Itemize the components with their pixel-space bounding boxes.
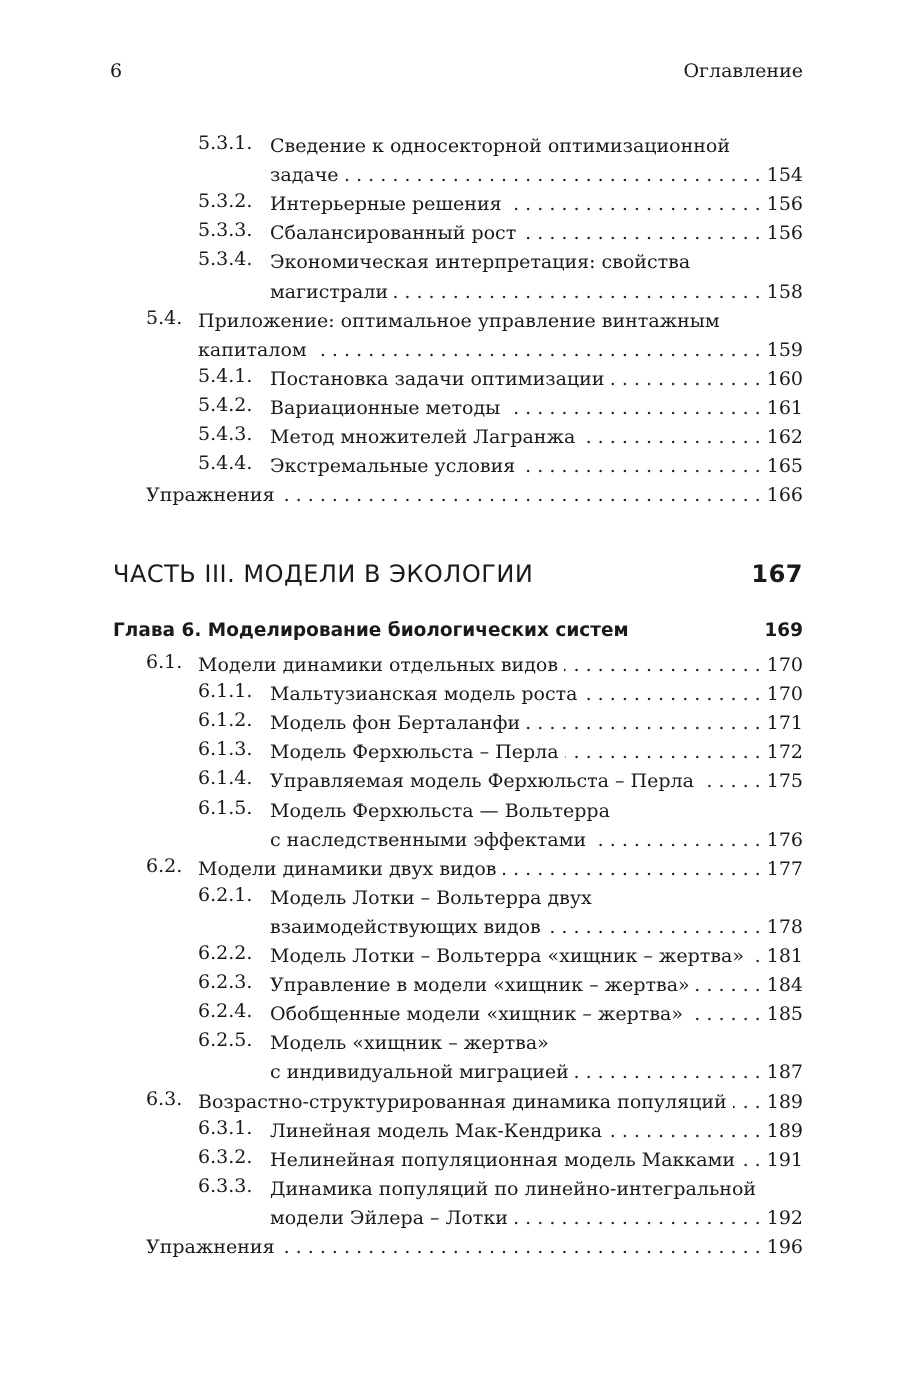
dot-leader — [313, 336, 761, 365]
toc-entry-title: Экстремальные условия — [270, 455, 516, 478]
toc-entry-title: Модели динамики двух видов — [198, 857, 497, 880]
toc-entry-number: 6.1.4. — [198, 767, 253, 790]
toc-entry-title: Модель фон Берталанфи — [270, 712, 521, 735]
toc-entry-line — [270, 248, 803, 277]
toc-entry-page: 156 — [766, 222, 803, 245]
dot-leader — [696, 971, 761, 1000]
toc-entry-line — [270, 365, 803, 394]
toc-entry-page: 159 — [766, 338, 803, 361]
dot-leader — [281, 481, 761, 510]
dot-leader — [506, 394, 760, 423]
toc-entry-line — [270, 913, 803, 942]
toc-entry-number: 5.3.4. — [198, 248, 253, 271]
toc-entry-line — [198, 855, 803, 884]
toc-entry-title: Упражнения — [146, 484, 275, 507]
toc-entry-line — [270, 1146, 803, 1175]
toc-entry-number: 6.1.3. — [198, 738, 253, 761]
toc-entry-title: Модель «хищник – жертва» — [270, 1032, 549, 1055]
toc-entry-number: 6.3.1. — [198, 1116, 253, 1139]
dot-leader — [733, 1088, 761, 1117]
toc-entry-number: 6.2.2. — [198, 942, 253, 964]
toc-entry-page: 165 — [766, 455, 803, 478]
toc-entry-line — [270, 452, 803, 481]
toc-entry-line — [270, 1000, 803, 1029]
toc-entry-title: Нелинейная популяционная модель Макками — [270, 1148, 736, 1171]
toc-entry-page: 172 — [766, 741, 803, 764]
toc-entry-title: Экономическая интерпретация: свойства — [270, 251, 691, 274]
toc-entry-number: 6.2.1. — [198, 883, 253, 906]
dot-leader — [592, 826, 761, 855]
toc-entry-title: Сбалансированный рост — [270, 222, 517, 245]
toc-entry-page: 162 — [766, 426, 803, 448]
toc-entry-line — [270, 826, 803, 855]
toc-entry-title: Модель Лотки – Вольтерра «хищник – жертва» — [270, 945, 744, 967]
toc-entry-page: 185 — [766, 1003, 803, 1026]
dot-leader — [575, 1058, 761, 1087]
toc-entry-page: 181 — [766, 945, 803, 967]
toc-entry-page: 178 — [766, 915, 803, 938]
toc-entry-line — [270, 1204, 803, 1233]
toc-entry-line — [270, 738, 803, 767]
toc-entry-number: 6.1.1. — [198, 680, 253, 703]
toc-entry-number: 6.1.2. — [198, 709, 253, 732]
dot-leader — [508, 190, 761, 219]
toc-entry-title: взаимодействующих видов — [270, 915, 541, 938]
dot-leader — [700, 767, 761, 796]
toc-entry-title: Метод множителей Лагранжа — [270, 426, 576, 448]
toc-entry-title: Возрастно-структурированная динамика популяций — [198, 1090, 727, 1113]
toc-entry-line — [270, 219, 803, 248]
toc-entry-title: Модели динамики отдельных видов — [198, 654, 559, 676]
dot-leader — [522, 219, 761, 248]
toc-entry-page: 189 — [766, 1119, 803, 1142]
toc-entry-number: 5.3.2. — [198, 190, 253, 213]
toc-entry-page: 160 — [766, 367, 803, 390]
running-title: Оглавление — [683, 60, 803, 82]
toc-entry-title: Управляемая модель Ферхюльста – Перла — [270, 770, 694, 793]
toc-entry-page: 154 — [766, 164, 803, 187]
toc-entry-title: Вариационные методы — [270, 396, 501, 419]
toc-entry-page: 156 — [766, 193, 803, 216]
toc-entry-title: Управление в модели «хищник – жертва» — [270, 974, 690, 997]
toc-entry-title: с индивидуальной миграцией — [270, 1061, 569, 1084]
toc-entry-page: 175 — [766, 770, 803, 793]
dot-leader — [583, 680, 760, 709]
dot-leader — [503, 855, 761, 884]
chapter-title: Глава 6. Моделирование биологических систем — [113, 620, 629, 641]
toc-entry-title: Упражнения — [146, 1236, 275, 1258]
chapter-heading[interactable] — [113, 620, 803, 650]
part-heading[interactable] — [113, 560, 803, 600]
dot-leader — [521, 452, 760, 481]
part-page: 167 — [751, 560, 803, 588]
toc-entry-page: 161 — [766, 396, 803, 419]
toc-entry-line — [270, 161, 803, 190]
toc-entry-page: 177 — [766, 857, 803, 880]
toc-entry-line — [270, 971, 803, 1000]
toc-entry-page: 171 — [766, 712, 803, 735]
toc-entry-line — [270, 278, 803, 307]
dot-leader — [514, 1204, 761, 1233]
toc-entry-line — [270, 942, 803, 971]
chapter-page: 169 — [764, 620, 803, 641]
toc-entry-line — [270, 767, 803, 796]
toc-entry-number: 5.4.4. — [198, 452, 253, 475]
toc-entry-line — [270, 423, 803, 452]
dot-leader — [547, 913, 761, 942]
toc-entry-line — [270, 190, 803, 219]
toc-entry-page: 184 — [766, 974, 803, 997]
dot-leader — [394, 278, 761, 307]
dot-leader — [564, 651, 761, 680]
toc-entry-number: 5.3.1. — [198, 132, 253, 154]
toc-entry-number: 5.4.1. — [198, 364, 253, 387]
toc-entry-line — [270, 1029, 803, 1058]
toc-entry-number: 5.4.2. — [198, 393, 253, 416]
toc-entry-line — [270, 1058, 803, 1087]
toc-entry-line — [270, 884, 803, 913]
toc-entry-page: 176 — [766, 828, 803, 851]
toc-entry-title: магистрали — [270, 280, 389, 303]
toc-entry-title: Мальтузианская модель роста — [270, 683, 578, 706]
toc-entry-number: 6.3.3. — [198, 1174, 253, 1197]
toc-entry-number: 6.3. — [146, 1087, 183, 1110]
toc-entry-title: Модель Ферхюльста — Вольтерра — [270, 799, 610, 822]
dot-leader — [565, 738, 761, 767]
toc-entry-number: 6.2.5. — [198, 1029, 253, 1052]
toc-entry-page: 158 — [766, 280, 803, 303]
toc-entry-number: 6.1. — [146, 651, 183, 673]
toc-entry-title: Приложение: оптимальное управление винтажным — [198, 309, 720, 332]
dot-leader — [689, 1000, 761, 1029]
toc-entry-number: 5.4.3. — [198, 423, 253, 445]
dot-leader — [581, 423, 760, 452]
toc-entry-line — [198, 1088, 803, 1117]
toc-entry-line — [270, 797, 803, 826]
toc-entry-line — [270, 132, 803, 161]
page-number: 6 — [110, 60, 123, 82]
toc-entry-page: 170 — [766, 654, 803, 676]
toc-entry-page: 166 — [766, 484, 803, 507]
toc-entry-line — [198, 651, 803, 680]
toc-entry-title: Сведение к односекторной оптимизационной — [270, 135, 731, 157]
dot-leader — [608, 1117, 761, 1146]
dot-leader — [345, 161, 761, 190]
toc-entry-line — [198, 307, 803, 336]
dot-leader — [750, 942, 761, 971]
toc-entry-line — [270, 1175, 803, 1204]
toc-entry-line — [146, 1233, 803, 1262]
toc-entry-page: 192 — [766, 1206, 803, 1229]
toc-entry-number: 6.2.4. — [198, 1000, 253, 1023]
toc-entry-title: Постановка задачи оптимизации — [270, 367, 605, 390]
toc-entry-line — [270, 394, 803, 423]
toc-entry-title: задаче — [270, 164, 339, 187]
toc-entry-page: 170 — [766, 683, 803, 706]
toc-entry-title: Линейная модель Мак-Кендрика — [270, 1119, 603, 1142]
dot-leader — [526, 709, 761, 738]
toc-entry-line — [270, 680, 803, 709]
toc-entry-page: 191 — [766, 1148, 803, 1171]
dot-leader — [610, 365, 760, 394]
toc-entry-line — [146, 481, 803, 510]
toc-entry-title: Обобщенные модели «хищник – жертва» — [270, 1003, 683, 1026]
toc-entry-number: 5.4. — [146, 306, 183, 329]
toc-entry-line — [270, 709, 803, 738]
toc-entry-number: 5.3.3. — [198, 219, 253, 242]
toc-entry-page: 196 — [766, 1236, 803, 1258]
toc-entry-title: Динамика популяций по линейно-интегральной — [270, 1177, 757, 1200]
toc-entry-title: Модель Лотки – Вольтерра двух — [270, 886, 592, 909]
toc-entry-line — [198, 336, 803, 365]
toc-entry-title: модели Эйлера – Лотки — [270, 1206, 508, 1229]
toc-entry-page: 187 — [766, 1061, 803, 1084]
dot-leader — [741, 1146, 761, 1175]
toc-entry-number: 6.3.2. — [198, 1145, 253, 1168]
toc-entry-title: Модель Ферхюльста – Перла — [270, 741, 559, 764]
dot-leader — [281, 1233, 761, 1262]
toc-entry-number: 6.1.5. — [198, 796, 253, 819]
toc-entry-title: капиталом — [198, 338, 307, 361]
toc-entry-title: с наследственными эффектами — [270, 828, 587, 851]
toc-entry-page: 189 — [766, 1090, 803, 1113]
toc-entry-line — [270, 1117, 803, 1146]
toc-entry-number: 6.2. — [146, 854, 183, 877]
part-title: ЧАСТЬ III. МОДЕЛИ В ЭКОЛОГИИ — [113, 560, 534, 588]
toc-entry-number: 6.2.3. — [198, 971, 253, 994]
toc-entry-title: Интерьерные решения — [270, 193, 502, 216]
